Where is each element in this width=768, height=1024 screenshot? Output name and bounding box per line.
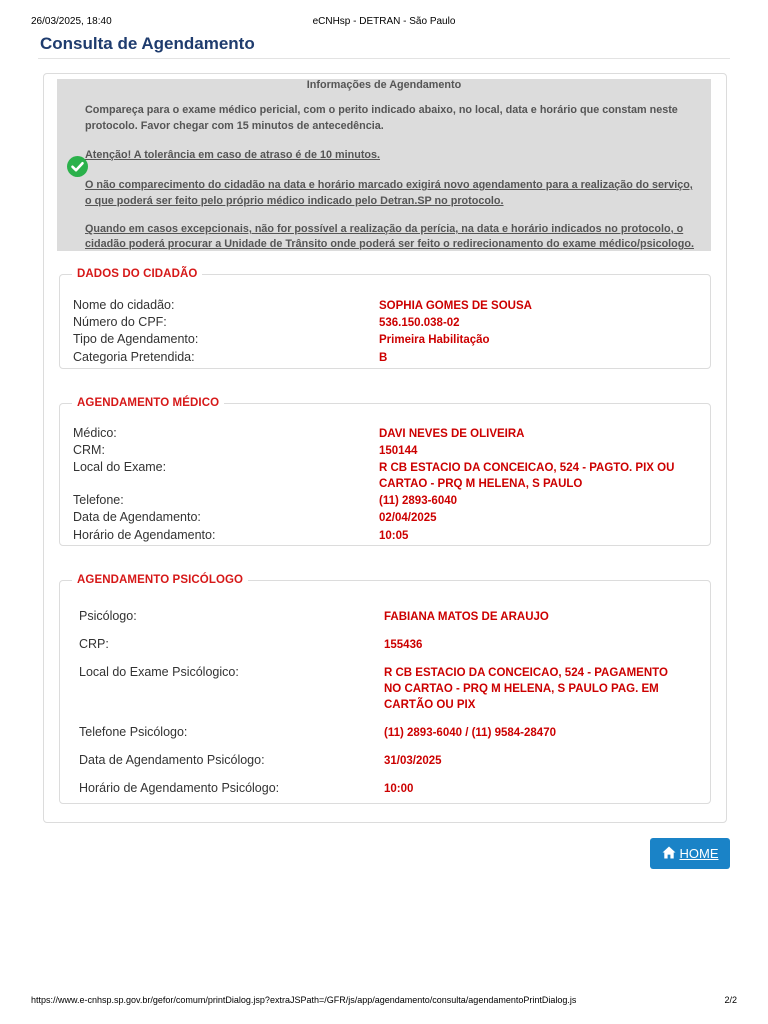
section-medico [59,397,711,546]
data-agendamento-value: 02/04/2025 [379,512,437,524]
cpf-label: Número do CPF: [73,315,167,329]
categoria-value: B [379,352,388,364]
local-exame-label: Local do Exame: [73,460,167,474]
print-page-number: 2/2 [724,995,737,1005]
section-cidadao-legend: DADOS DO CIDADÃO [77,268,198,280]
medico-label: Médico: [73,426,117,440]
data-agendamento-label: Data de Agendamento: [73,510,201,524]
print-title: eCNHsp - DETRAN - São Paulo [312,16,456,27]
home-button[interactable] [650,838,730,869]
data-psicologo-label: Data de Agendamento Psicólogo: [79,753,265,767]
data-psicologo-value: 31/03/2025 [384,755,442,767]
psicologo-label: Psicólogo: [79,609,137,623]
print-url: https://www.e-cnhsp.sp.gov.br/gefor/comum/printDialog.jsp?extraJSPath=/GFR/js/app/agendamento/consulta/agendamentoPrintDialog.js [31,995,577,1005]
telefone-psicologo-value: (11) 2893-6040 / (11) 9584-28470 [384,727,556,739]
info-p1-line2: protocolo. Favor chegar com 15 minutos de antecedência. [85,120,384,132]
crp-value: 155436 [384,639,423,651]
crm-label: CRM: [73,443,105,457]
nome-label: Nome do cidadão: [73,298,175,312]
crm-value: 150144 [379,445,418,457]
info-p1-line1: Compareça para o exame médico pericial, com o perito indicado abaixo, no local, data e horário que constam neste [85,104,678,116]
telefone-label: Telefone: [73,493,124,507]
section-medico-legend: AGENDAMENTO MÉDICO [77,397,220,409]
categoria-label: Categoria Pretendida: [73,350,195,364]
local-exame-line2: CARTAO - PRQ M HELENA, S PAULO [379,478,583,490]
cpf-value: 536.150.038-02 [379,317,460,329]
section-psicologo [59,574,711,804]
medico-value: DAVI NEVES DE OLIVEIRA [379,428,525,440]
print-datetime: 26/03/2025, 18:40 [31,16,112,27]
crp-label: CRP: [79,637,109,651]
horario-psicologo-value: 10:00 [384,783,414,795]
page-title: Consulta de Agendamento [40,34,255,53]
info-p3-line1: O não comparecimento do cidadão na data e horário marcado exigirá novo agendamento para a realização do serviço, [85,179,693,191]
telefone-value: (11) 2893-6040 [379,495,458,507]
horario-psicologo-label: Horário de Agendamento Psicólogo: [79,781,280,795]
local-psicologico-line1: R CB ESTACIO DA CONCEICAO, 524 - PAGAMENTO [384,667,668,679]
check-circle-icon [67,156,88,177]
horario-agendamento-label: Horário de Agendamento: [73,528,216,542]
local-exame-line1: R CB ESTACIO DA CONCEICAO, 524 - PAGTO. PIX OU [379,462,675,474]
local-psicologico-line2: NO CARTAO - PRQ M HELENA, S PAULO PAG. EM [384,683,659,695]
tipo-value: Primeira Habilitação [379,334,490,346]
horario-agendamento-value: 10:05 [379,530,409,542]
info-p3-line2: o que poderá ser feito pelo próprio médico indicado pelo Detran.SP no protocolo. [85,195,504,207]
info-title: Informações de Agendamento [306,79,462,91]
info-p4-line1: Quando em casos excepcionais, não for possível a realização da perícia, na data e horário indicados no protocolo, o [85,223,684,235]
info-warning: Atenção! A tolerância em caso de atraso é de 10 minutos. [85,149,381,161]
info-p4-line2: cidadão poderá procurar a Unidade de Trânsito onde poderá ser feito o redirecionamento do exame médico/psicologo. [85,238,694,250]
info-box [57,79,711,251]
home-icon [662,846,676,862]
psicologo-value: FABIANA MATOS DE ARAUJO [384,611,549,623]
telefone-psicologo-label: Telefone Psicólogo: [79,725,188,739]
nome-value: SOPHIA GOMES DE SOUSA [379,300,532,312]
print-header [31,16,737,30]
local-psicologico-line3: CARTÃO OU PIX [384,699,476,711]
print-footer [31,995,737,1005]
home-button-label: HOME [679,846,719,861]
title-divider [38,58,730,59]
section-psicologo-legend: AGENDAMENTO PSICÓLOGO [77,574,244,586]
local-psicologico-label: Local do Exame Psicólogico: [79,665,239,679]
section-cidadao [59,268,711,369]
tipo-label: Tipo de Agendamento: [73,332,199,346]
